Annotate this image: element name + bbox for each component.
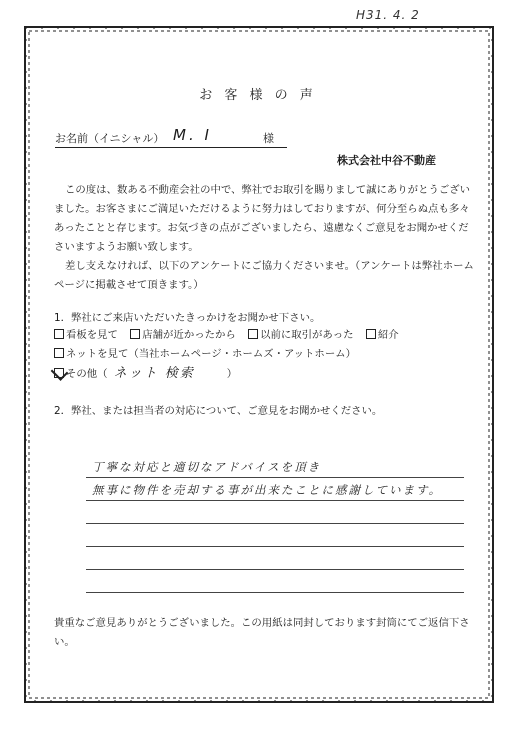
checkbox[interactable]	[54, 329, 64, 339]
name-honorific: 様	[263, 132, 274, 145]
answer-line	[86, 570, 464, 593]
option-internet[interactable]: ネットを見て（当社ホームページ・ホームズ・アットホーム）	[54, 348, 356, 360]
option-previous-deal[interactable]: 以前に取引があった	[248, 329, 353, 341]
checkbox[interactable]	[366, 329, 376, 339]
options-row-1	[54, 326, 408, 345]
name-label: お名前（イニシャル）	[55, 132, 165, 145]
options-row-2	[54, 345, 365, 364]
handwritten-answer: 丁寧な対応と適切なアドバイスを頂き	[92, 460, 322, 474]
answer-line	[86, 547, 464, 570]
question-1: 1．弊社にご来店いただいたきっかけをお聞かせ下さい。	[54, 312, 321, 324]
answer-line	[86, 524, 464, 547]
other-handwritten-value: ネット 検索	[113, 366, 195, 381]
question-2: 2．弊社、または担当者の対応について、ご意見をお聞かせください。	[54, 405, 383, 417]
answer-line	[86, 478, 464, 501]
answer-line	[86, 455, 464, 478]
answer-area	[86, 455, 464, 593]
answer-line	[86, 501, 464, 524]
name-value: M. I	[173, 126, 212, 144]
company-name: 株式会社中谷不動産	[337, 154, 436, 167]
closing-text: 貴重なご意見ありがとうございました。この用紙は同封しております封筒にてご返信下さい。	[54, 617, 470, 648]
intro-paragraph: この度は、数ある不動産会社の中で、弊社でお取引を賜りまして誠にありがとうございました。お客さまにご満足いただけるように努力はしておりますが、何分至らぬ点も多々あったことと存じます。お気づきの点がございましたら、遠慮なくご意見をお聞かせくださいますようお願い致します。	[54, 184, 471, 253]
option-referral[interactable]: 紹介	[366, 329, 399, 341]
option-signboard[interactable]: 看板を見て	[54, 329, 118, 341]
checkbox[interactable]	[248, 329, 258, 339]
options-row-3	[54, 364, 246, 384]
checkbox[interactable]	[54, 348, 64, 358]
checkbox-checked[interactable]	[54, 368, 64, 378]
option-store-nearby[interactable]: 店舗が近かったから	[130, 329, 236, 341]
name-field	[55, 126, 287, 148]
page-title: お 客 様 の 声	[199, 88, 317, 103]
checkbox[interactable]	[130, 329, 140, 339]
handwritten-answer: 無事に物件を売却する事が出来たことに感謝しています。	[92, 483, 443, 497]
option-other[interactable]: その他（ ネット 検索 ）	[54, 368, 237, 380]
handwritten-date: H31. 4. 2	[356, 8, 420, 22]
survey-paragraph: 差し支えなければ、以下のアンケートにご協力くださいませ。（アンケートは弊社ホームページに掲載させて頂きます。）	[54, 260, 474, 291]
